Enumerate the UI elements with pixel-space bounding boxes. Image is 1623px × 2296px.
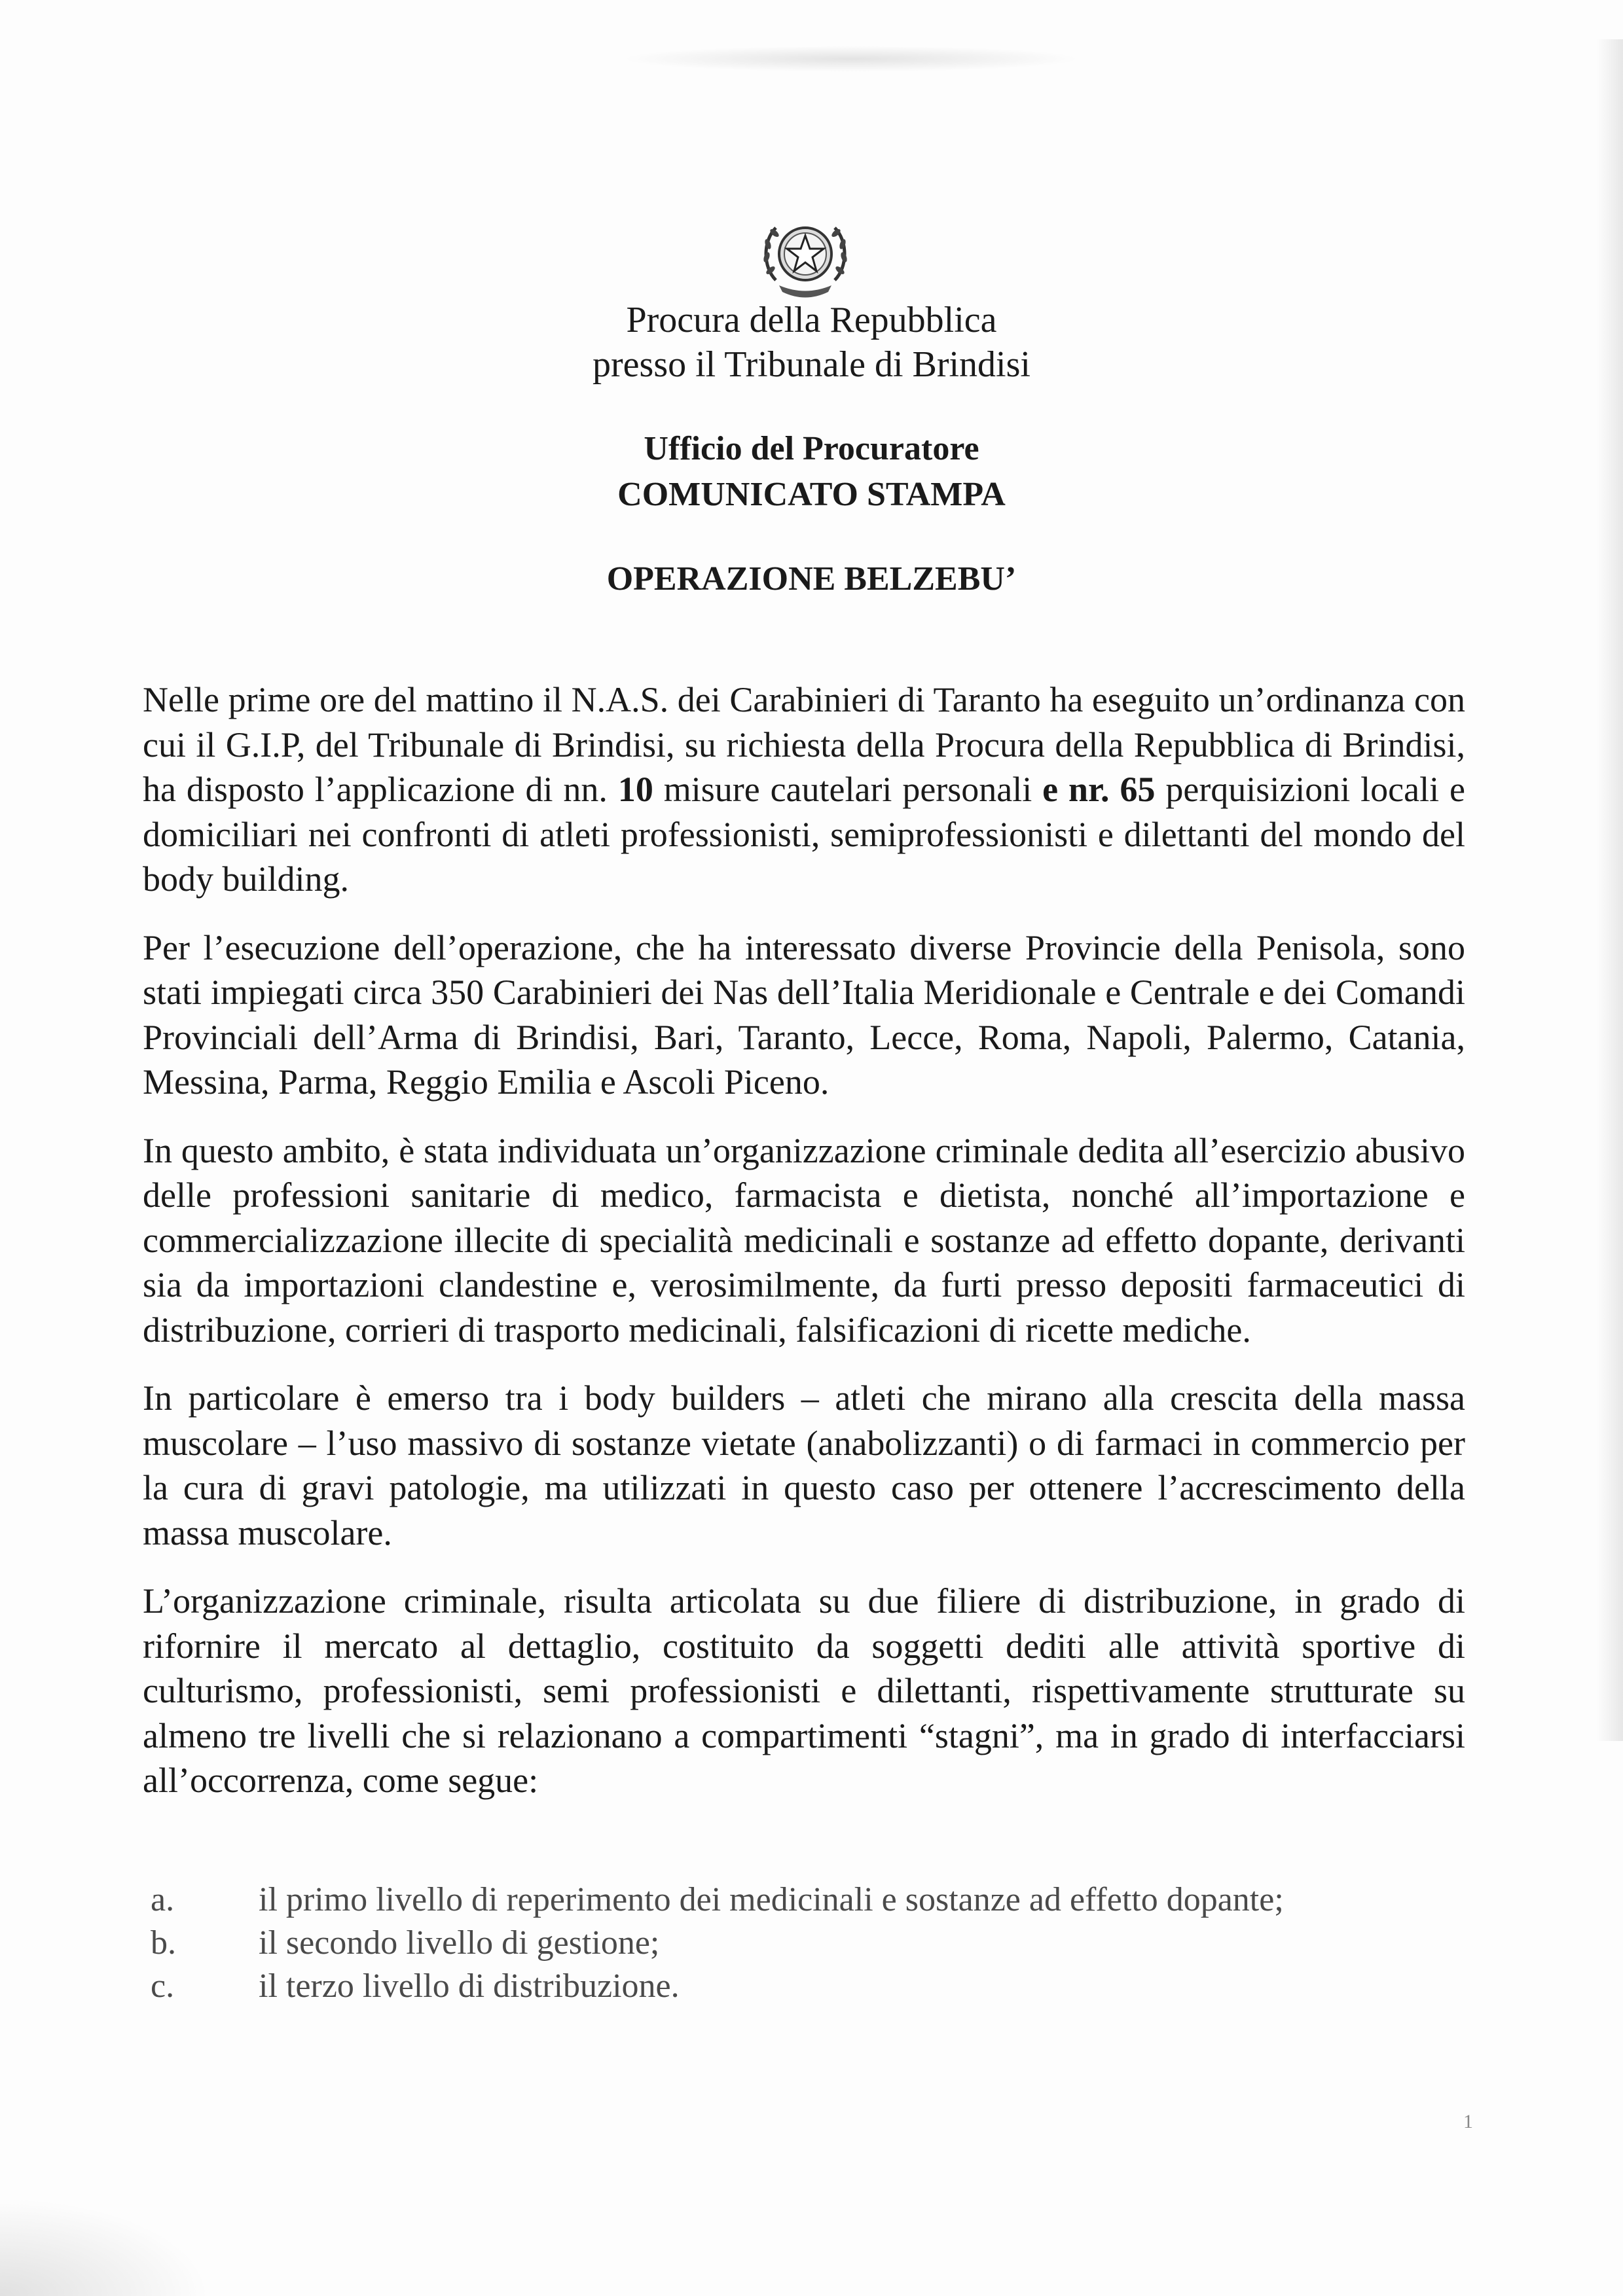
- list-item: [151, 1922, 1460, 1965]
- paragraph-5: L’organizzazione criminale, risulta articolata su due filiere di distribuzione, in grado di rifornire il mercato al dettaglio, costituito da soggetti dediti alle attività sportive di culturismo, professionisti, semi professionisti e dilettanti, rispettivamente strutturate su almeno tre livelli che si relazionano a compartimenti “stagni”, ma in grado di interfacciarsi all’occorrenza, come segue:: [143, 1581, 1465, 1800]
- italian-republic-emblem-icon: [756, 208, 854, 306]
- list-marker: b.: [151, 1924, 176, 1962]
- scan-edge-shadow: [1597, 39, 1623, 1741]
- document-body: [143, 677, 1465, 1827]
- list-marker: c.: [151, 1967, 175, 2005]
- list-marker: a.: [151, 1881, 175, 1918]
- list-item: [151, 1878, 1460, 1922]
- scan-smudge-top: [622, 46, 1080, 72]
- paragraph-3: In questo ambito, è stata individuata un’organizzazione criminale dedita all’esercizio abusivo delle professioni sanitarie di medico, farmacista e dietista, nonché all’importazione e commercializzazione illecite di specialità medicinali e sostanze ad effetto dopante, derivanti sia da importazioni clandestine e, verosimilmente, da furti presso depositi farmaceutici di distribuzione, corrieri di trasporto medicinali, falsificazioni di ricette mediche.: [143, 1130, 1465, 1350]
- scan-smudge-bottom-left: [0, 2198, 210, 2296]
- office-name: Ufficio del Procuratore: [644, 430, 979, 467]
- document-type: COMUNICATO STAMPA: [617, 476, 1006, 513]
- levels-list: [151, 1878, 1460, 2008]
- list-item-text: il terzo livello di distribuzione.: [259, 1967, 680, 2005]
- page-number: 1: [1463, 2111, 1473, 2132]
- document-header: [0, 298, 1623, 601]
- searches-count: e nr. 65: [1042, 770, 1156, 809]
- institution-name: Procura della Repubblica: [626, 300, 997, 340]
- operation-title: OPERAZIONE BELZEBU’: [606, 560, 1017, 598]
- list-item: [151, 1965, 1460, 2008]
- paragraph-4: In particolare è emerso tra i body builders – atleti che mirano alla crescita della massa muscolare – l’uso massivo di sostanze vietate (anabolizzanti) o di farmaci in commercio per la cura di gravi patologie, ma utilizzati in questo caso per ottenere l’accrescimento della massa muscolare.: [143, 1378, 1465, 1552]
- list-item-text: il secondo livello di gestione;: [259, 1924, 660, 1962]
- list-item-text: il primo livello di reperimento dei medicinali e sostanze ad effetto dopante;: [259, 1881, 1284, 1918]
- paragraph-2: Per l’esecuzione dell’operazione, che ha interessato diverse Provincie della Penisola, sono stati impiegati circa 350 Carabinieri dei Nas dell’Italia Meridionale e Centrale e dei Comandi Provinciali dell’Arma di Brindisi, Bari, Taranto, Lecce, Roma, Napoli, Palermo, Catania, Messina, Parma, Reggio Emilia e Ascoli Piceno.: [143, 927, 1465, 1102]
- institution-subtitle: presso il Tribunale di Brindisi: [593, 344, 1030, 385]
- measures-count: 10: [617, 770, 653, 809]
- paragraph-1: Nelle prime ore del mattino il N.A.S. dei Carabinieri di Taranto ha eseguito un’ordinanza con cui il G.I.P, del Tribunale di Brindisi, su richiesta della Procura della Repubblica di Brindisi, ha disposto l’applicazione di nn. 10 misure cautelari personali e nr. 65 perquisizioni locali e domiciliari nei confronti di atleti professionisti, semiprofessionisti e dilettanti del mondo del body building.: [143, 680, 1465, 899]
